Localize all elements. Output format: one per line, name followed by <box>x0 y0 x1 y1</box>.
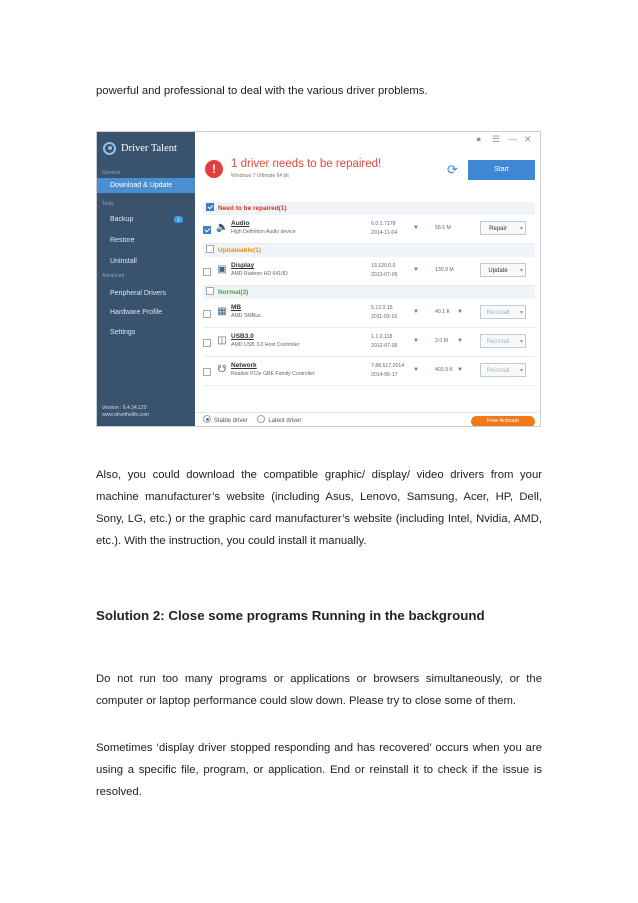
driver-desc: AMD SMBus <box>231 313 261 319</box>
driver-size: 58.6 M <box>435 225 451 231</box>
section-heading: Solution 2: Close some programs Running in the background <box>96 608 485 623</box>
usb-icon: ◫ <box>217 335 227 346</box>
driver-desc: Realtek PCIe GBE Family Controller <box>231 371 315 377</box>
latest-driver-radio[interactable] <box>257 415 265 423</box>
driver-size: 3.0 M <box>435 338 448 344</box>
group-need-repair <box>203 202 535 215</box>
group-normal <box>203 286 535 299</box>
latest-driver-label: Latest driver <box>268 418 302 424</box>
reinstall-button[interactable]: Reinstall ▾ <box>480 305 526 319</box>
network-icon: ☋ <box>217 364 227 375</box>
driver-desc: AMD USB 3.0 Host Controller <box>231 342 300 348</box>
version-info <box>102 405 149 419</box>
size-dropdown-icon[interactable]: ▼ <box>457 309 463 315</box>
app-main-panel <box>195 132 541 427</box>
app-sidebar <box>97 132 195 427</box>
menu-icon[interactable]: ☰ <box>492 134 501 144</box>
driver-desc: AMD Radeon HD 6410D <box>231 271 288 277</box>
version-text: Version : 6.4.34.120 <box>102 405 147 411</box>
reinstall-button[interactable]: Reinstall ▾ <box>480 363 526 377</box>
driver-version: 6.0.1.7178 2014-11-04 <box>371 221 398 236</box>
driver-checkbox[interactable] <box>203 268 211 276</box>
feedback-icon[interactable]: ● <box>476 134 482 144</box>
driver-name[interactable]: MB <box>231 304 242 311</box>
stable-driver-radio[interactable] <box>203 415 211 423</box>
version-dropdown-icon[interactable]: ▼ <box>413 367 419 373</box>
driver-name[interactable]: Display <box>231 262 255 269</box>
size-dropdown-icon[interactable]: ▼ <box>457 367 463 373</box>
driver-version: 1.1.0.118 2012-07-06 <box>371 334 398 349</box>
stable-driver-label: Stable driver <box>214 418 248 424</box>
nav-item-download-update[interactable]: Download & Update <box>97 178 195 193</box>
driver-size: 130.9 M <box>435 267 454 273</box>
app-logo <box>103 139 177 157</box>
version-dropdown-icon[interactable]: ▼ <box>413 267 419 273</box>
nav-item-uninstall[interactable]: Uninstall <box>110 258 137 265</box>
driver-row-display <box>203 257 535 286</box>
nav-item-hardware-profile[interactable]: Hardware Profile <box>110 309 163 316</box>
nav-item-settings[interactable]: Settings <box>110 329 136 336</box>
close-icon[interactable]: ✕ <box>524 134 532 144</box>
reinstall-button[interactable]: Reinstall ▾ <box>480 334 526 348</box>
monitor-icon: ▣ <box>217 264 227 275</box>
group-normal-label: Normal(3) <box>218 289 249 296</box>
driver-checkbox[interactable] <box>203 226 211 234</box>
driver-name[interactable]: USB3.0 <box>231 333 254 340</box>
group-repair-label: Need to be repaired(1) <box>218 205 287 212</box>
driver-size: 403.9 K <box>435 367 453 373</box>
driver-size: 40.1 K <box>435 309 450 315</box>
motherboard-icon: ▦ <box>217 306 227 317</box>
backup-count-badge: 2 <box>174 216 183 223</box>
minimize-icon[interactable]: — <box>508 134 517 144</box>
nav-item-backup[interactable] <box>97 212 195 227</box>
nav-item-peripheral-drivers[interactable]: Peripheral Drivers <box>110 290 167 297</box>
driver-checkbox[interactable] <box>203 310 211 318</box>
size-dropdown-icon[interactable]: ▼ <box>457 338 463 344</box>
group-repair-checkbox[interactable] <box>206 203 214 211</box>
driver-row-usb <box>203 328 535 357</box>
repair-button[interactable]: Repair ▾ <box>480 221 526 235</box>
version-dropdown-icon[interactable]: ▼ <box>413 309 419 315</box>
app-footer <box>195 412 541 427</box>
intro-text: powerful and professional to deal with the various driver problems. <box>96 85 428 97</box>
update-button[interactable]: Update ▾ <box>480 263 526 277</box>
nav-section-advanced: Advanced <box>102 273 125 279</box>
body-paragraph-3: Sometimes ‘display driver stopped responding and has recovered’ occurs when you are using a specific file, program, or application. End or reinstall it to check if the issue is resolved. <box>96 742 542 798</box>
version-dropdown-icon[interactable]: ▼ <box>413 225 419 231</box>
driver-row-audio <box>203 215 535 244</box>
group-updateable-label: Updateable(1) <box>218 247 261 254</box>
body-paragraph-1: Also, you could download the compatible graphic/ display/ video drivers from your machine manufacturer’s website (including Asus, Lenovo, Samsung, Acer, HP, Dell, Sony, LG, etc.) or the graphic card manufacturer’s website (including Intel, Nvidia, AMD, etc.). With the instruction, you could install it manually. <box>96 469 542 547</box>
os-info: Windows 7 Ultimate 64 bit <box>231 173 289 179</box>
driver-name[interactable]: Network <box>231 362 257 369</box>
driver-version: 7.88.617.2014 2014-06-17 <box>371 363 405 378</box>
group-updateable-checkbox[interactable] <box>206 245 214 253</box>
group-normal-checkbox[interactable] <box>206 287 214 295</box>
driver-name[interactable]: Audio <box>231 220 250 227</box>
driver-talent-screenshot <box>96 131 541 427</box>
website-text: www.drivethelife.com <box>102 412 149 418</box>
free-activate-button[interactable]: Free Activate <box>471 416 535 427</box>
driver-desc: High Definition Audio device <box>231 229 296 235</box>
start-button[interactable]: Start <box>468 160 535 180</box>
app-name: Driver Talent <box>121 142 177 154</box>
status-headline: 1 driver needs to be repaired! <box>231 158 382 170</box>
speaker-icon: 🔈 <box>216 222 229 233</box>
driver-talent-logo-icon <box>103 142 116 155</box>
group-updateable <box>203 244 535 257</box>
nav-section-general: General <box>102 170 120 176</box>
driver-checkbox[interactable] <box>203 339 211 347</box>
alert-icon: ! <box>205 160 223 178</box>
driver-row-mb <box>203 299 535 328</box>
body-paragraph-2: Do not run too many programs or applications or browsers simultaneously, or the computer or laptop performance could slow down. Please try to close some of them. <box>96 673 542 707</box>
nav-section-tools: Tools <box>102 201 114 207</box>
driver-version: 13.120.0.0 2013-07-05 <box>371 263 398 278</box>
version-dropdown-icon[interactable]: ▼ <box>413 338 419 344</box>
nav-item-backup-label: Backup <box>110 216 134 223</box>
driver-checkbox[interactable] <box>203 368 211 376</box>
driver-version: 5.12.0.15 2011-03-16 <box>371 305 398 320</box>
driver-row-network <box>203 357 535 386</box>
nav-item-restore[interactable]: Restore <box>110 237 135 244</box>
refresh-icon[interactable]: ⟳ <box>447 162 458 177</box>
